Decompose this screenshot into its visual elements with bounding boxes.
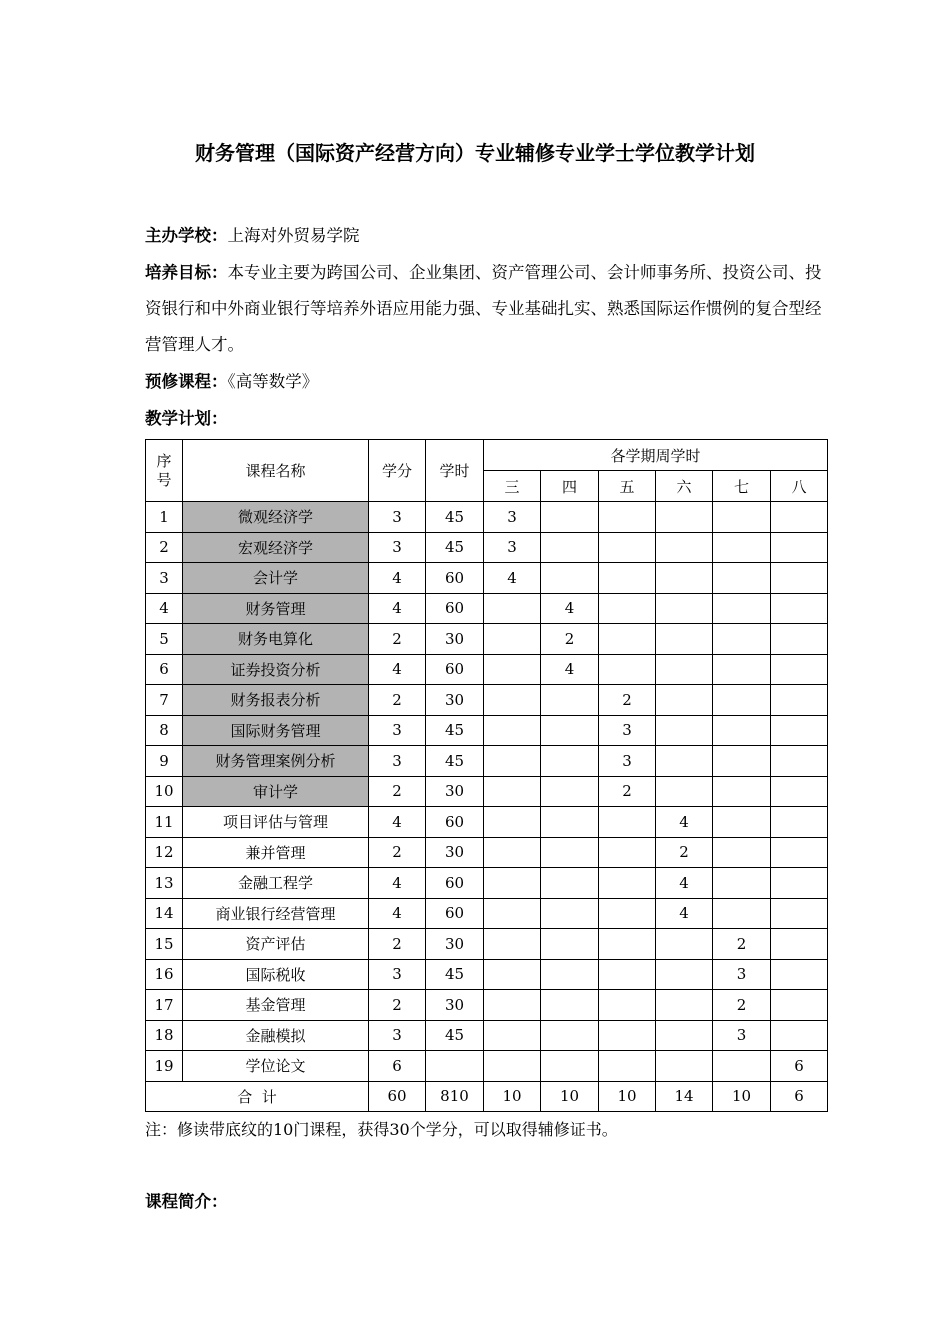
- row-hours: 45: [426, 1020, 484, 1051]
- row-hours: 60: [426, 563, 484, 594]
- row-hours: 60: [426, 654, 484, 685]
- row-term-hours: [599, 624, 656, 655]
- header-seq: 序号: [146, 440, 183, 502]
- row-term-hours: [484, 898, 541, 929]
- row-term-hours: [656, 715, 713, 746]
- row-term-hours: [484, 685, 541, 716]
- row-credit: 3: [369, 715, 426, 746]
- host-school-value: 上海对外贸易学院: [227, 226, 360, 245]
- row-term-hours: [656, 776, 713, 807]
- row-course-name: 财务报表分析: [183, 685, 369, 716]
- row-seq: 6: [146, 654, 183, 685]
- row-hours: 45: [426, 959, 484, 990]
- training-goal-text: 本专业主要为跨国公司、企业集团、资产管理公司、会计师事务所、投资公司、投资银行和中外商业银行等培养外语应用能力强、专业基础扎实、熟悉国际运作惯例的复合型经营管理人才。: [145, 263, 822, 354]
- row-seq: 18: [146, 1020, 183, 1051]
- row-term-hours: [771, 898, 828, 929]
- row-course-name: 资产评估: [183, 929, 369, 960]
- row-credit: 3: [369, 532, 426, 563]
- row-term-hours: [713, 563, 771, 594]
- total-credit: 60: [369, 1081, 426, 1112]
- row-term-hours: [771, 715, 828, 746]
- row-term-hours: [484, 654, 541, 685]
- row-credit: 2: [369, 837, 426, 868]
- row-term-hours: [541, 1051, 599, 1082]
- row-term-hours: [484, 837, 541, 868]
- row-term-hours: [656, 563, 713, 594]
- row-seq: 14: [146, 898, 183, 929]
- row-term-hours: [541, 776, 599, 807]
- row-term-hours: [541, 868, 599, 899]
- row-term-hours: [771, 1020, 828, 1051]
- row-term-hours: 4: [484, 563, 541, 594]
- row-term-hours: [713, 654, 771, 685]
- row-credit: 6: [369, 1051, 426, 1082]
- host-school-label: 主办学校：: [145, 226, 228, 245]
- header-term: 八: [771, 471, 828, 502]
- header-credit: 学分: [369, 440, 426, 502]
- row-term-hours: 3: [484, 532, 541, 563]
- row-term-hours: [541, 837, 599, 868]
- header-hours: 学时: [426, 440, 484, 502]
- row-term-hours: [541, 807, 599, 838]
- row-term-hours: [484, 776, 541, 807]
- row-term-hours: [656, 685, 713, 716]
- row-term-hours: [484, 868, 541, 899]
- row-seq: 16: [146, 959, 183, 990]
- row-term-hours: [484, 807, 541, 838]
- row-seq: 4: [146, 593, 183, 624]
- row-seq: 2: [146, 532, 183, 563]
- row-term-hours: [771, 624, 828, 655]
- row-term-hours: [656, 624, 713, 655]
- header-term: 六: [656, 471, 713, 502]
- row-credit: 4: [369, 868, 426, 899]
- header-term: 五: [599, 471, 656, 502]
- row-seq: 1: [146, 502, 183, 533]
- row-course-name: 商业银行经营管理: [183, 898, 369, 929]
- row-term-hours: [713, 532, 771, 563]
- row-term-hours: [713, 776, 771, 807]
- table-row: [146, 776, 828, 807]
- row-seq: 19: [146, 1051, 183, 1082]
- row-course-name: 项目评估与管理: [183, 807, 369, 838]
- row-term-hours: 2: [656, 837, 713, 868]
- row-term-hours: [599, 898, 656, 929]
- row-term-hours: [599, 593, 656, 624]
- row-seq: 7: [146, 685, 183, 716]
- note-text: 注：修读带底纹的10门课程，获得30个学分，可以取得辅修证书。: [145, 1120, 618, 1139]
- row-credit: 4: [369, 898, 426, 929]
- row-course-name: 微观经济学: [183, 502, 369, 533]
- row-term-hours: [713, 807, 771, 838]
- row-term-hours: [771, 959, 828, 990]
- row-hours: 45: [426, 715, 484, 746]
- table-row: [146, 837, 828, 868]
- row-term-hours: [771, 990, 828, 1021]
- row-term-hours: 3: [713, 959, 771, 990]
- row-credit: 2: [369, 990, 426, 1021]
- prerequisite-line: [145, 364, 835, 400]
- prerequisite-value: 《高等数学》: [227, 372, 319, 391]
- row-term-hours: [771, 929, 828, 960]
- host-school-line: [145, 218, 835, 254]
- row-term-hours: 4: [541, 593, 599, 624]
- row-term-hours: [771, 746, 828, 777]
- table-row: [146, 502, 828, 533]
- row-term-hours: [484, 1020, 541, 1051]
- row-term-hours: [541, 1020, 599, 1051]
- row-credit: 3: [369, 502, 426, 533]
- row-term-hours: [599, 959, 656, 990]
- row-term-hours: [484, 715, 541, 746]
- row-term-hours: [656, 1051, 713, 1082]
- row-term-hours: [541, 929, 599, 960]
- row-term-hours: [713, 593, 771, 624]
- row-term-hours: [599, 563, 656, 594]
- row-term-hours: [484, 624, 541, 655]
- row-term-hours: [541, 532, 599, 563]
- total-term-hours: 10: [541, 1081, 599, 1112]
- row-term-hours: [541, 563, 599, 594]
- row-term-hours: [541, 990, 599, 1021]
- row-credit: 3: [369, 1020, 426, 1051]
- training-goal-paragraph: [145, 255, 835, 363]
- row-course-name: 宏观经济学: [183, 532, 369, 563]
- row-term-hours: [656, 929, 713, 960]
- row-term-hours: [599, 502, 656, 533]
- row-term-hours: [771, 837, 828, 868]
- table-row: [146, 990, 828, 1021]
- row-term-hours: [656, 746, 713, 777]
- row-course-name: 金融模拟: [183, 1020, 369, 1051]
- training-goal-label: 培养目标：: [145, 263, 228, 282]
- row-term-hours: [599, 1051, 656, 1082]
- row-term-hours: 3: [484, 502, 541, 533]
- total-row: [146, 1081, 828, 1112]
- total-hours: 810: [426, 1081, 484, 1112]
- row-term-hours: [541, 959, 599, 990]
- row-term-hours: 6: [771, 1051, 828, 1082]
- row-seq: 3: [146, 563, 183, 594]
- row-credit: 4: [369, 563, 426, 594]
- row-course-name: 财务电算化: [183, 624, 369, 655]
- row-course-name: 财务管理案例分析: [183, 746, 369, 777]
- total-term-hours: 10: [713, 1081, 771, 1112]
- document-title: 财务管理（国际资产经营方向）专业辅修专业学士学位教学计划: [195, 141, 755, 165]
- row-term-hours: [599, 929, 656, 960]
- prerequisite-label: 预修课程：: [145, 372, 228, 391]
- table-row: [146, 563, 828, 594]
- row-credit: 4: [369, 807, 426, 838]
- row-term-hours: [656, 959, 713, 990]
- row-course-name: 金融工程学: [183, 868, 369, 899]
- row-term-hours: [599, 654, 656, 685]
- course-intro-heading: 课程简介：: [145, 1192, 228, 1211]
- row-seq: 11: [146, 807, 183, 838]
- row-hours: 30: [426, 685, 484, 716]
- teaching-plan-heading: [145, 401, 835, 437]
- row-term-hours: [599, 532, 656, 563]
- table-row: [146, 868, 828, 899]
- row-credit: 3: [369, 746, 426, 777]
- row-term-hours: 4: [541, 654, 599, 685]
- row-term-hours: [484, 929, 541, 960]
- row-seq: 17: [146, 990, 183, 1021]
- row-seq: 5: [146, 624, 183, 655]
- row-term-hours: [599, 990, 656, 1021]
- table-row: [146, 685, 828, 716]
- row-term-hours: [771, 502, 828, 533]
- total-label: 合 计: [146, 1081, 369, 1112]
- row-hours: 60: [426, 868, 484, 899]
- table-row: [146, 593, 828, 624]
- header-weekly-hours: 各学期周学时: [484, 440, 828, 471]
- row-term-hours: [713, 868, 771, 899]
- row-hours: 60: [426, 807, 484, 838]
- header-term: 七: [713, 471, 771, 502]
- table-row: [146, 898, 828, 929]
- row-term-hours: 4: [656, 868, 713, 899]
- row-hours: 60: [426, 898, 484, 929]
- row-term-hours: [771, 776, 828, 807]
- row-seq: 15: [146, 929, 183, 960]
- row-term-hours: [656, 990, 713, 1021]
- row-term-hours: 2: [599, 776, 656, 807]
- row-term-hours: 4: [656, 898, 713, 929]
- row-term-hours: [599, 868, 656, 899]
- row-term-hours: [541, 685, 599, 716]
- row-credit: 3: [369, 959, 426, 990]
- row-hours: 30: [426, 776, 484, 807]
- row-course-name: 会计学: [183, 563, 369, 594]
- row-credit: 2: [369, 776, 426, 807]
- row-term-hours: 3: [599, 746, 656, 777]
- row-term-hours: 2: [713, 990, 771, 1021]
- row-credit: 2: [369, 929, 426, 960]
- row-course-name: 国际财务管理: [183, 715, 369, 746]
- row-term-hours: [484, 959, 541, 990]
- row-term-hours: [713, 685, 771, 716]
- teaching-plan-label: 教学计划：: [145, 409, 228, 428]
- row-term-hours: [713, 746, 771, 777]
- row-hours: 45: [426, 746, 484, 777]
- row-term-hours: [771, 563, 828, 594]
- row-course-name: 财务管理: [183, 593, 369, 624]
- row-term-hours: [484, 746, 541, 777]
- row-hours: 30: [426, 837, 484, 868]
- total-term-hours: 10: [599, 1081, 656, 1112]
- row-term-hours: [541, 715, 599, 746]
- row-term-hours: [541, 502, 599, 533]
- table-row: [146, 532, 828, 563]
- row-course-name: 兼并管理: [183, 837, 369, 868]
- row-credit: 2: [369, 685, 426, 716]
- total-term-hours: 6: [771, 1081, 828, 1112]
- row-seq: 13: [146, 868, 183, 899]
- row-term-hours: [484, 990, 541, 1021]
- row-term-hours: 2: [599, 685, 656, 716]
- row-term-hours: [599, 837, 656, 868]
- row-term-hours: 3: [599, 715, 656, 746]
- row-seq: 12: [146, 837, 183, 868]
- table-row: [146, 654, 828, 685]
- row-hours: 30: [426, 929, 484, 960]
- table-row: [146, 807, 828, 838]
- row-hours: 45: [426, 502, 484, 533]
- row-term-hours: [656, 654, 713, 685]
- row-term-hours: [771, 593, 828, 624]
- row-term-hours: 2: [541, 624, 599, 655]
- row-term-hours: [713, 837, 771, 868]
- row-term-hours: [599, 1020, 656, 1051]
- row-term-hours: [656, 532, 713, 563]
- row-seq: 9: [146, 746, 183, 777]
- header-term: 四: [541, 471, 599, 502]
- row-hours: 30: [426, 624, 484, 655]
- row-seq: 10: [146, 776, 183, 807]
- row-term-hours: [484, 1051, 541, 1082]
- row-term-hours: [771, 685, 828, 716]
- row-term-hours: [656, 593, 713, 624]
- row-term-hours: [599, 807, 656, 838]
- row-term-hours: [771, 654, 828, 685]
- row-term-hours: 4: [656, 807, 713, 838]
- row-term-hours: [541, 898, 599, 929]
- row-credit: 4: [369, 593, 426, 624]
- row-course-name: 国际税收: [183, 959, 369, 990]
- row-term-hours: [713, 898, 771, 929]
- row-term-hours: [484, 593, 541, 624]
- table-row: [146, 1051, 828, 1082]
- row-term-hours: [771, 532, 828, 563]
- row-credit: 2: [369, 624, 426, 655]
- row-term-hours: [656, 1020, 713, 1051]
- row-term-hours: [713, 1051, 771, 1082]
- row-hours: 45: [426, 532, 484, 563]
- row-term-hours: [541, 746, 599, 777]
- row-hours: 30: [426, 990, 484, 1021]
- row-course-name: 审计学: [183, 776, 369, 807]
- row-term-hours: [713, 624, 771, 655]
- total-term-hours: 10: [484, 1081, 541, 1112]
- table-row: [146, 1020, 828, 1051]
- row-term-hours: [656, 502, 713, 533]
- table-row: [146, 624, 828, 655]
- row-term-hours: [713, 502, 771, 533]
- header-term: 三: [484, 471, 541, 502]
- header-course-name: 课程名称: [183, 440, 369, 502]
- row-term-hours: [713, 715, 771, 746]
- row-term-hours: 3: [713, 1020, 771, 1051]
- row-course-name: 基金管理: [183, 990, 369, 1021]
- table-row: [146, 929, 828, 960]
- teaching-plan-table: [145, 439, 828, 1112]
- row-term-hours: [771, 807, 828, 838]
- row-course-name: 学位论文: [183, 1051, 369, 1082]
- row-term-hours: 2: [713, 929, 771, 960]
- table-row: [146, 746, 828, 777]
- row-hours: 60: [426, 593, 484, 624]
- row-term-hours: [771, 868, 828, 899]
- row-credit: 4: [369, 654, 426, 685]
- row-course-name: 证券投资分析: [183, 654, 369, 685]
- total-term-hours: 14: [656, 1081, 713, 1112]
- row-seq: 8: [146, 715, 183, 746]
- table-row: [146, 959, 828, 990]
- row-hours: [426, 1051, 484, 1082]
- table-row: [146, 715, 828, 746]
